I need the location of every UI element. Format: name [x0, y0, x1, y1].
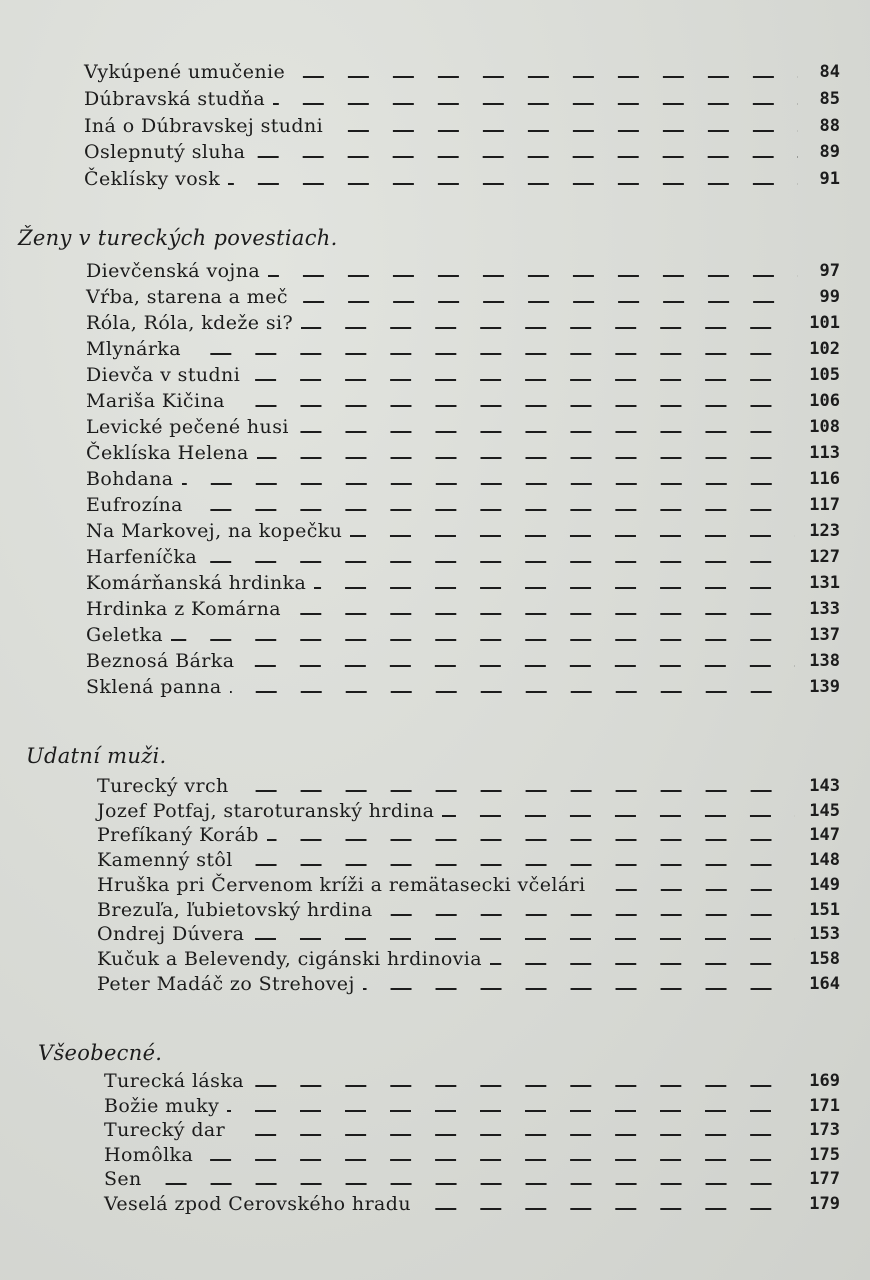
dash-leader	[233, 1134, 795, 1136]
toc-entry	[86, 440, 840, 466]
toc-entry	[86, 544, 840, 570]
entry-page-number: 89	[819, 142, 840, 162]
dash-leader	[350, 535, 795, 537]
entry-page-number: 158	[809, 949, 840, 969]
toc-entry	[104, 1191, 840, 1217]
toc-entry	[97, 773, 840, 799]
dash-leader	[267, 839, 796, 841]
entry-page-number: 85	[819, 89, 840, 109]
entry-page-number: 117	[809, 495, 840, 515]
toc-entry	[86, 336, 840, 362]
entry-page-number: 108	[809, 417, 840, 437]
dash-leader	[252, 938, 795, 940]
dash-leader	[442, 815, 795, 817]
entry-title: Geletka	[86, 624, 164, 646]
dash-leader	[150, 1183, 796, 1185]
dash-leader	[273, 103, 798, 105]
toc-entry	[104, 1093, 840, 1119]
entry-title: Iná o Dúbravskej studni	[84, 115, 324, 137]
dash-leader	[248, 379, 795, 381]
dash-leader	[268, 275, 798, 277]
entry-page-number: 127	[809, 547, 840, 567]
entry-page-number: 171	[809, 1096, 840, 1116]
entry-title: Brezuľa, ľubietovský hrdina	[97, 899, 373, 921]
entry-page-number: 175	[809, 1145, 840, 1165]
toc-entry	[86, 596, 840, 622]
dash-leader	[233, 405, 795, 407]
toc-entry	[86, 492, 840, 518]
entry-page-number: 169	[809, 1071, 840, 1091]
toc-entry	[86, 674, 840, 700]
entry-title: Oslepnutý sluha	[84, 141, 246, 163]
entry-title: Eufrozína	[86, 494, 183, 516]
entry-page-number: 99	[819, 287, 840, 307]
entry-page-number: 133	[809, 599, 840, 619]
dash-leader	[237, 790, 796, 792]
dash-leader	[241, 864, 796, 866]
dash-leader	[381, 914, 796, 916]
entry-title: Vŕba, starena a meč	[86, 286, 288, 308]
entry-page-number: 139	[809, 677, 840, 697]
toc-entry	[104, 1068, 840, 1094]
toc-entry	[84, 86, 840, 112]
dash-leader	[363, 988, 796, 990]
entry-title: Sen	[104, 1168, 142, 1190]
entry-title: Dievča v studni	[86, 364, 241, 386]
entry-title: Homôlka	[104, 1144, 194, 1166]
dash-leader	[297, 431, 795, 433]
toc-entry	[84, 139, 840, 165]
entry-page-number: 102	[809, 339, 840, 359]
toc-entry	[104, 1117, 840, 1143]
entry-title: Bohdana	[86, 468, 174, 490]
toc-entry	[86, 466, 840, 492]
entry-title: Peter Madáč zo Strehovej	[97, 973, 355, 995]
entry-title: Ondrej Dúvera	[97, 923, 245, 945]
entry-title: Dievčenská vojna	[86, 260, 261, 282]
toc-entry	[84, 59, 840, 85]
entry-title: Mariša Kičina	[86, 390, 225, 412]
entry-title: Na Markovej, na kopečku	[86, 520, 343, 542]
entry-page-number: 164	[809, 974, 840, 994]
dash-leader	[594, 889, 796, 891]
toc-entry	[86, 648, 840, 674]
entry-title: Kučuk a Belevendy, cigánski hrdinovia	[97, 948, 483, 970]
dash-leader	[230, 691, 796, 693]
dash-leader	[289, 613, 795, 615]
toc-entry	[86, 570, 840, 596]
toc-entry	[86, 622, 840, 648]
entry-title: Vykúpené umučenie	[84, 61, 286, 83]
entry-page-number: 143	[809, 776, 840, 796]
dash-leader	[182, 483, 796, 485]
entry-title: Jozef Potfaj, staroturanský hrdina	[97, 800, 435, 822]
entry-title: Beznosá Bárka	[86, 650, 235, 672]
dash-leader	[205, 561, 795, 563]
toc-entry	[86, 362, 840, 388]
dash-leader	[227, 1110, 795, 1112]
entry-page-number: 147	[809, 825, 840, 845]
toc-entry	[86, 284, 840, 310]
entry-page-number: 97	[819, 261, 840, 281]
entry-page-number: 149	[809, 875, 840, 895]
entry-title: Turecká láska	[104, 1070, 244, 1092]
entry-page-number: 148	[809, 850, 840, 870]
entry-page-number: 138	[809, 651, 840, 671]
toc-entry	[86, 388, 840, 414]
entry-page-number: 177	[809, 1169, 840, 1189]
dash-leader	[293, 76, 798, 78]
dash-leader	[296, 301, 798, 303]
dash-leader	[490, 963, 795, 965]
entry-page-number: 91	[819, 169, 840, 189]
toc-entry	[86, 258, 840, 284]
entry-page-number: 173	[809, 1120, 840, 1140]
entry-title: Komárňanská hrdinka	[86, 572, 307, 594]
dash-leader	[201, 1159, 795, 1161]
entry-title: Hrdinka z Komárna	[86, 598, 281, 620]
dash-leader	[191, 509, 795, 511]
dash-leader	[252, 1085, 795, 1087]
dash-leader	[257, 457, 796, 459]
entry-page-number: 123	[809, 521, 840, 541]
section-heading: Ženy v tureckých povestiach.	[18, 226, 338, 250]
toc-entry	[86, 310, 840, 336]
entry-page-number: 179	[809, 1194, 840, 1214]
entry-page-number: 116	[809, 469, 840, 489]
dash-leader	[228, 183, 798, 185]
dash-leader	[253, 156, 798, 158]
entry-title: Turecký vrch	[97, 775, 229, 797]
toc-entry	[86, 414, 840, 440]
toc-entry	[97, 847, 840, 873]
toc-entry	[97, 822, 840, 848]
dash-leader	[189, 353, 795, 355]
toc-entry	[97, 897, 840, 923]
toc-entry	[97, 921, 840, 947]
entry-page-number: 137	[809, 625, 840, 645]
toc-entry	[97, 798, 840, 824]
section-heading: Udatní muži.	[26, 744, 167, 768]
section-heading: Všeobecné.	[38, 1041, 163, 1065]
entry-page-number: 101	[809, 313, 840, 333]
entry-title: Čeklísky vosk	[84, 168, 221, 190]
entry-page-number: 88	[819, 116, 840, 136]
entry-title: Prefíkaný Koráb	[97, 824, 259, 846]
toc-entry	[97, 872, 840, 898]
entry-title: Čeklíska Helena	[86, 442, 249, 464]
dash-leader	[301, 327, 795, 329]
dash-leader	[314, 587, 795, 589]
toc-entry	[84, 113, 840, 139]
entry-page-number: 151	[809, 900, 840, 920]
entry-title: Turecký dar	[104, 1119, 226, 1141]
dash-leader	[419, 1208, 795, 1210]
toc-entry	[104, 1166, 840, 1192]
toc-entry	[97, 946, 840, 972]
entry-page-number: 131	[809, 573, 840, 593]
entry-page-number: 145	[809, 801, 840, 821]
toc-entry	[104, 1142, 840, 1168]
toc-entry	[97, 971, 840, 997]
entry-title: Sklená panna	[86, 676, 222, 698]
entry-title: Veselá zpod Cerovského hradu	[104, 1193, 411, 1215]
entry-title: Kamenný stôl	[97, 849, 233, 871]
dash-leader	[331, 130, 798, 132]
entry-page-number: 84	[819, 62, 840, 82]
entry-title: Mlynárka	[86, 338, 181, 360]
dash-leader	[242, 665, 795, 667]
toc-entry	[84, 166, 840, 192]
entry-title: Božie muky	[104, 1095, 220, 1117]
entry-page-number: 106	[809, 391, 840, 411]
entry-title: Levické pečené husi	[86, 416, 289, 438]
entry-title: Dúbravská studňa	[84, 88, 266, 110]
entry-page-number: 153	[809, 924, 840, 944]
entry-title: Harfeníčka	[86, 546, 198, 568]
toc-entry	[86, 518, 840, 544]
entry-title: Hruška pri Červenom kríži a remätasecki včelári	[97, 874, 586, 896]
entry-title: Róla, Róla, kdeže si?	[86, 312, 294, 334]
dash-leader	[171, 639, 795, 641]
entry-page-number: 105	[809, 365, 840, 385]
entry-page-number: 113	[809, 443, 840, 463]
